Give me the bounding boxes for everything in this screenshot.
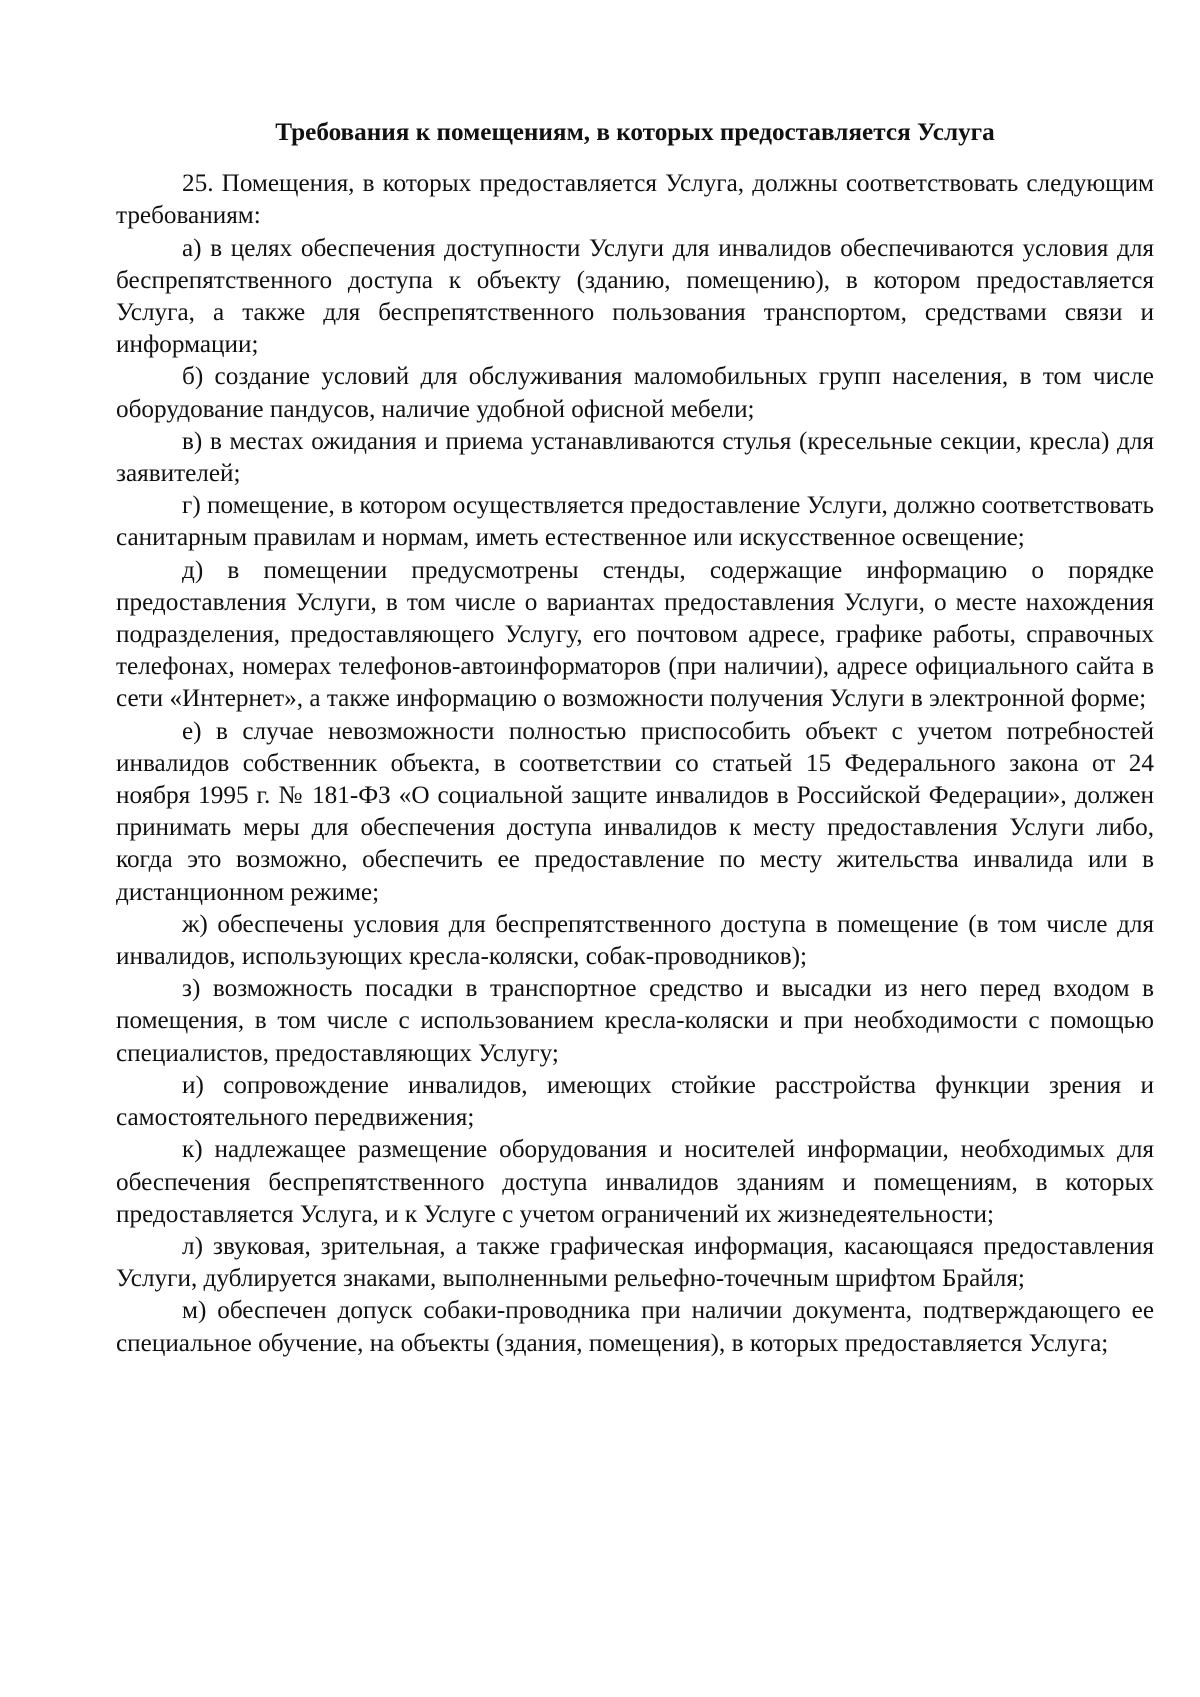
list-item-g: г) помещение, в котором осуществляется предоставление Услуги, должно соответствовать санитарным правилам и нормам, иметь естественное или искусственное освещение; <box>116 492 1154 552</box>
section-heading: Требования к помещениям, в которых предоставляется Услуга <box>275 119 995 146</box>
document-page <box>116 117 1154 1360</box>
list-item-k: к) надлежащее размещение оборудования и носителей информации, необходимых для обеспечения беспрепятственного доступа инвалидов зданиям и помещениям, в которых предоставляется Услуга, и к Услуге с учетом ограничений их жизнедеятельности; <box>116 1136 1154 1228</box>
list-item-b: б) создание условий для обслуживания маломобильных групп населения, в том числе оборудование пандусов, наличие удобной офисной мебели; <box>116 363 1154 423</box>
list-item-v: в) в местах ожидания и приема устанавливаются стулья (кресельные секции, кресла) для заявителей; <box>116 427 1154 488</box>
list-item-e: е) в случае невозможности полностью приспособить объект с учетом потребностей инвалидов собственник объекта, в соответствии со статьей 15 Федерального закона от 24 ноября 1995 г. № 181-ФЗ «О социальной защите инвалидов в Российской Федерации», должен принимать меры для обеспечения доступа инвалидов к месту предоставления Услуги либо, когда это возможно, обеспечить ее предоставление по месту жительства инвалида или в дистанционном режиме; <box>116 717 1154 906</box>
paragraph-25-intro: 25. Помещения, в которых предоставляется Услуга, должны соответствовать следующим требованиям: <box>116 170 1154 230</box>
list-item-l: л) звуковая, зрительная, а также графическая информация, касающаяся предоставления Услуги, дублируется знаками, выполненными рельефно-точечным шрифтом Брайля; <box>116 1232 1154 1293</box>
list-item-z: з) возможность посадки в транспортное средство и высадки из него перед входом в помещения, в том числе с использованием кресла-коляски и при необходимости с помощью специалистов, предоставляющих Услугу; <box>116 975 1154 1067</box>
list-item-a: а) в целях обеспечения доступности Услуги для инвалидов обеспечиваются условия для беспрепятственного доступа к объекту (зданию, помещению), в котором предоставляется Услуга, а также для беспрепятственного пользования транспортом, средствами связи и информации; <box>116 234 1154 359</box>
list-item-m: м) обеспечен допуск собаки-проводника при наличии документа, подтверждающего ее специальное обучение, на объекты (здания, помещения), в которых предоставляется Услуга; <box>116 1297 1154 1357</box>
list-item-d: д) в помещении предусмотрены стенды, содержащие информацию о порядке предоставления Услуги, в том числе о вариантах предоставления Услуги, о месте нахождения подразделения, предоставляющего Услугу, его почтовом адресе, графике работы, справочных телефонах, номерах телефонов-автоинформаторов (при наличии), адресе официального сайта в сети «Интернет», а также информацию о возможности получения Услуги в электронной форме; <box>116 556 1154 713</box>
list-item-zh: ж) обеспечены условия для беспрепятственного доступа в помещение (в том числе для инвалидов, использующих кресла-коляски, собак-проводников); <box>116 910 1154 971</box>
list-item-i: и) сопровождение инвалидов, имеющих стойкие расстройства функции зрения и самостоятельного передвижения; <box>116 1071 1154 1132</box>
